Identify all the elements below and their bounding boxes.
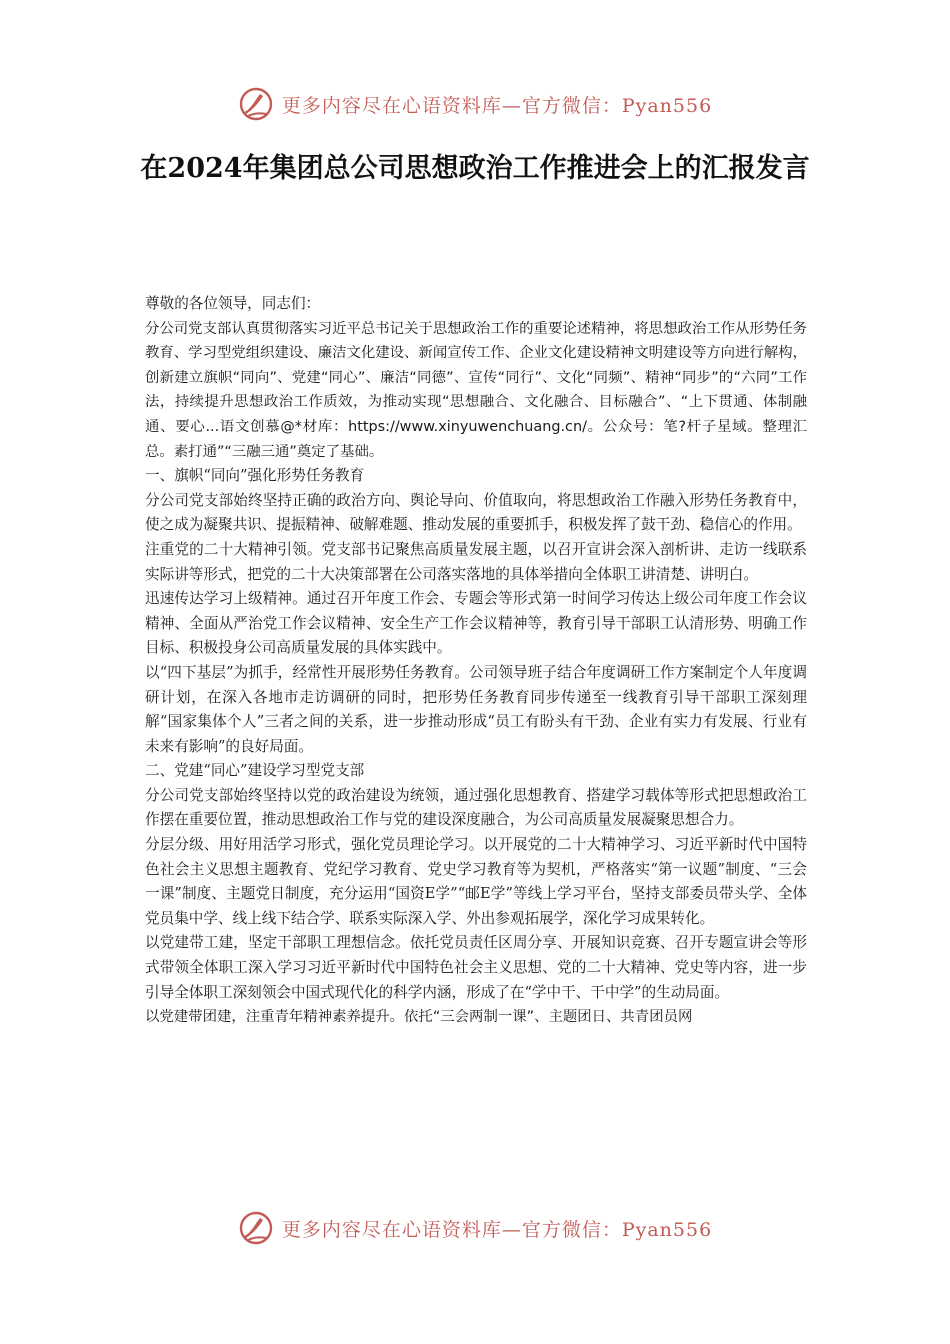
body-paragraph: 以党建带团建，注重青年精神素养提升。依托“三会两制一课”、主题团日、共青团员网 <box>145 1009 693 1026</box>
section-heading-1: 一、旗帜“同向”强化形势任务教育 <box>145 467 365 485</box>
intro-paragraph: 分公司党支部认真贯彻落实习近平总书记关于思想政治工作的重要论述精神，将思想政治工作从形势任务教育、学习型党组织建设、廉洁文化建设、新闻宣传工作、企业文化建设精神文明建设等方向进行解构，创新建立旗帜“同向”、党建“同心”、廉洁“同德”、宣传“同行”、文化“同频”、精神“同步”的“六同”工作法，持续提升思想政治工作质效，为推动实现“思想融合、文化融合、目标融合”、“上下贯通、体制融通、要心...语文创慕@*材库：https://www.xinyuwenchuang.cn/。公众号：笔?杆子星域。整理汇总。素打通”“三融三通”奠定了基础。 <box>145 320 807 460</box>
watermark-text: 更多内容尽在心语资料库—官方微信：Pyan556 <box>281 1218 713 1241</box>
watermark-text: 更多内容尽在心语资料库—官方微信：Pyan556 <box>281 94 713 117</box>
body-paragraph: 分公司党支部始终坚持以党的政治建设为统领，通过强化思想教育、搭建学习载体等形式把思想政治工作摆在重要位置，推动思想政治工作与党的建设深度融合，为公司高质量发展凝聚思想合力。 <box>145 786 807 829</box>
body-paragraph: 注重党的二十大精神引领。党支部书记聚焦高质量发展主题，以召开宣讲会深入剖析讲、走访一线联系实际讲等形式，把党的二十大决策部署在公司落实落地的具体举措向全体职工讲清楚、讲明白。 <box>145 540 807 583</box>
section-heading-2: 二、党建“同心”建设学习型党支部 <box>145 762 365 780</box>
body-paragraph: 以党建带工建，坚定干部职工理想信念。依托党员责任区周分享、开展知识竞赛、召开专题宣讲会等形式带领全体职工深入学习习近平新时代中国特色社会主义思想、党的二十大精神、党史等内容，进一步引导全体职工深刻领会中国式现代化的科学内涵，形成了在“学中干、干中学”的生动局面。 <box>145 934 807 1001</box>
body-paragraph: 以“四下基层”为抓手，经常性开展形势任务教育。公司领导班子结合年度调研工作方案制定个人年度调研计划，在深入各地市走访调研的同时，把形势任务教育同步传递至一线教育引导干部职工深刻理解“国家集体个人”三者之间的关系，进一步推动形成“员工有盼头有干劲、企业有实力有发展、行业有未来有影响”的良好局面。 <box>145 663 807 755</box>
document-body <box>145 292 807 1030</box>
body-paragraph: 分层分级、用好用活学习形式，强化党员理论学习。以开展党的二十大精神学习、习近平新时代中国特色社会主义思想主题教育、党纪学习教育、党史学习教育等为契机，严格落实“第一议题”制度、“三会一课”制度、主题党日制度，充分运用“国资E学”“邮E学”等线上学习平台，坚持支部委员带头学、全体党员集中学、线上线下结合学、联系实际深入学、外出参观拓展学，深化学习成果转化。 <box>145 836 807 927</box>
watermark-header <box>0 82 950 126</box>
watermark-footer <box>0 1206 950 1250</box>
body-paragraph: 迅速传达学习上级精神。通过召开年度工作会、专题会等形式第一时间学习传达上级公司年度工作会议精神、全面从严治党工作会议精神、安全生产工作会议精神等，教育引导干部职工认清形势、明确工作目标、积极投身公司高质量发展的具体实践中。 <box>145 590 807 657</box>
pen-logo-icon <box>238 86 274 122</box>
pen-logo-icon <box>238 1210 274 1246</box>
document-title: 在2024年集团总公司思想政治工作推进会上的汇报发言 <box>140 153 810 184</box>
body-paragraph: 分公司党支部始终坚持正确的政治方向、舆论导向、价值取向，将思想政治工作融入形势任务教育中，使之成为凝聚共识、提振精神、破解难题、推动发展的重要抓手，积极发挥了鼓干劲、稳信心的作用。 <box>145 491 807 534</box>
salutation: 尊敬的各位领导，同志们： <box>145 295 321 312</box>
